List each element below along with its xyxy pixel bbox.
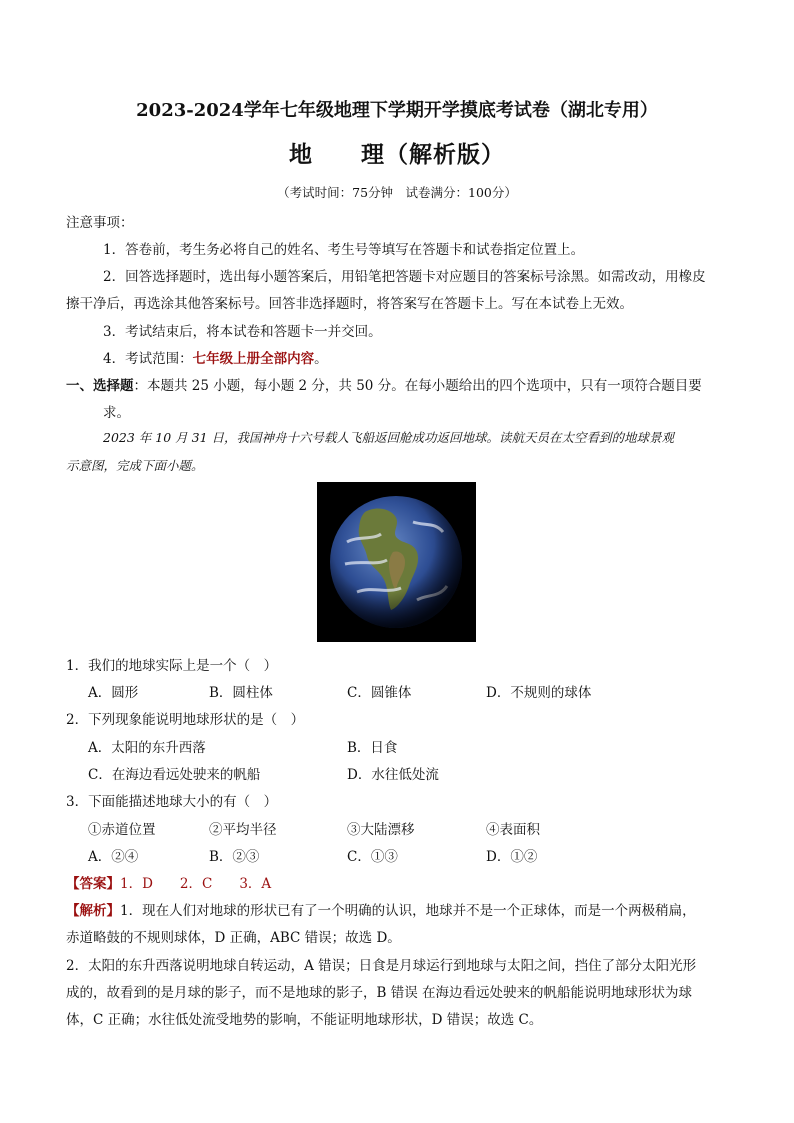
scope-suffix: 。 bbox=[314, 351, 328, 367]
q2-option-b: B．日食 bbox=[347, 740, 398, 756]
analysis-line-3: 2．太阳的东升西落说明地球自转运动，A 错误；日食是月球运行到地球与太阳之间，挡住了部分太阳光形 bbox=[66, 958, 697, 974]
notes-item-4 bbox=[103, 347, 328, 367]
analysis-tag: 【解析】 bbox=[66, 903, 120, 919]
notes-item-3: 3．考试结束后，将本试卷和答题卡一并交回。 bbox=[103, 324, 382, 340]
q1-option-b: B．圆柱体 bbox=[209, 685, 273, 701]
q3-option-c: C．①③ bbox=[347, 849, 398, 865]
q3-option-b: B．②③ bbox=[209, 849, 260, 865]
question-3-stem: 3．下面能描述地球大小的有（ ） bbox=[66, 794, 278, 810]
q2-option-c: C．在海边看远处驶来的帆船 bbox=[88, 767, 261, 783]
section-1-heading bbox=[66, 374, 702, 394]
section-1-heading-cont: 求。 bbox=[103, 405, 130, 421]
question-1-stem: 1．我们的地球实际上是一个（ ） bbox=[66, 658, 278, 674]
analysis-line-4: 成的，故看到的是月球的影子，而不是地球的影子，B 错误 在海边看远处驶来的帆船能说明地球形状为球 bbox=[66, 985, 693, 1001]
exam-meta: （考试时间：75分钟 试卷满分：100分） bbox=[277, 185, 517, 200]
notes-item-2-cont: 擦干净后，再选涂其他答案标号。回答非选择题时，将答案写在答题卡上。写在本试卷上无效。 bbox=[66, 296, 633, 312]
analysis-line-1 bbox=[66, 899, 696, 919]
q3-item-3: ③大陆漂移 bbox=[347, 822, 415, 838]
passage-line-2: 示意图，完成下面小题。 bbox=[66, 458, 204, 473]
q3-item-2: ②平均半径 bbox=[209, 822, 277, 838]
exam-title: 2023-2024学年七年级地理下学期开学摸底考试卷（湖北专用） bbox=[136, 100, 658, 121]
analysis-text-1: 1．现在人们对地球的形状已有了一个明确的认识，地球并不是一个正球体，而是一个两极稍扁， bbox=[120, 903, 696, 919]
scope-prefix: 4．考试范围： bbox=[103, 351, 193, 367]
question-2-stem: 2．下列现象能说明地球形状的是（ ） bbox=[66, 712, 305, 728]
answer-tag: 【答案】 bbox=[66, 876, 120, 892]
section-1-label: 一、选择题 bbox=[66, 378, 134, 394]
analysis-line-5: 体，C 正确；水往低处流受地势的影响，不能证明地球形状，D 错误；故选 C。 bbox=[66, 1012, 543, 1028]
answer-line bbox=[66, 872, 271, 892]
q3-option-d: D．①② bbox=[486, 849, 538, 865]
notes-item-1: 1．答卷前，考生务必将自己的姓名、考生号等填写在答题卡和试卷指定位置上。 bbox=[103, 242, 585, 258]
q1-option-d: D．不规则的球体 bbox=[486, 685, 592, 701]
answer-text: 1．D 2．C 3．A bbox=[120, 876, 272, 892]
passage-line-1: 2023 年 10 月 31 日，我国神舟十六号载人飞船返回舱成功返回地球。读航天员在太空看到的地球景观 bbox=[103, 430, 674, 445]
notes-item-2: 2．回答选择题时，选出每小题答案后，用铅笔把答题卡对应题目的答案标号涂黑。如需改动，用橡皮 bbox=[103, 269, 706, 285]
earth-globe-icon bbox=[317, 482, 476, 642]
notes-heading: 注意事项： bbox=[66, 215, 134, 231]
q3-option-a: A．②④ bbox=[88, 849, 139, 865]
analysis-line-2: 赤道略鼓的不规则球体，D 正确，ABC 错误；故选 D。 bbox=[66, 930, 401, 946]
q2-option-a: A．太阳的东升西落 bbox=[88, 740, 206, 756]
section-1-instructions: ：本题共 25 小题，每小题 2 分，共 50 分。在每小题给出的四个选项中，只有一项符合题目要 bbox=[133, 378, 702, 394]
q3-item-1: ①赤道位置 bbox=[88, 822, 156, 838]
earth-from-space-image bbox=[317, 482, 476, 642]
q1-option-c: C．圆锥体 bbox=[347, 685, 412, 701]
scope-value: 七年级上册全部内容 bbox=[192, 351, 315, 367]
exam-subtitle: 地 理（解析版） bbox=[289, 141, 505, 168]
q3-item-4: ④表面积 bbox=[486, 822, 540, 838]
q2-option-d: D．水往低处流 bbox=[347, 767, 439, 783]
q1-option-a: A．圆形 bbox=[88, 685, 139, 701]
